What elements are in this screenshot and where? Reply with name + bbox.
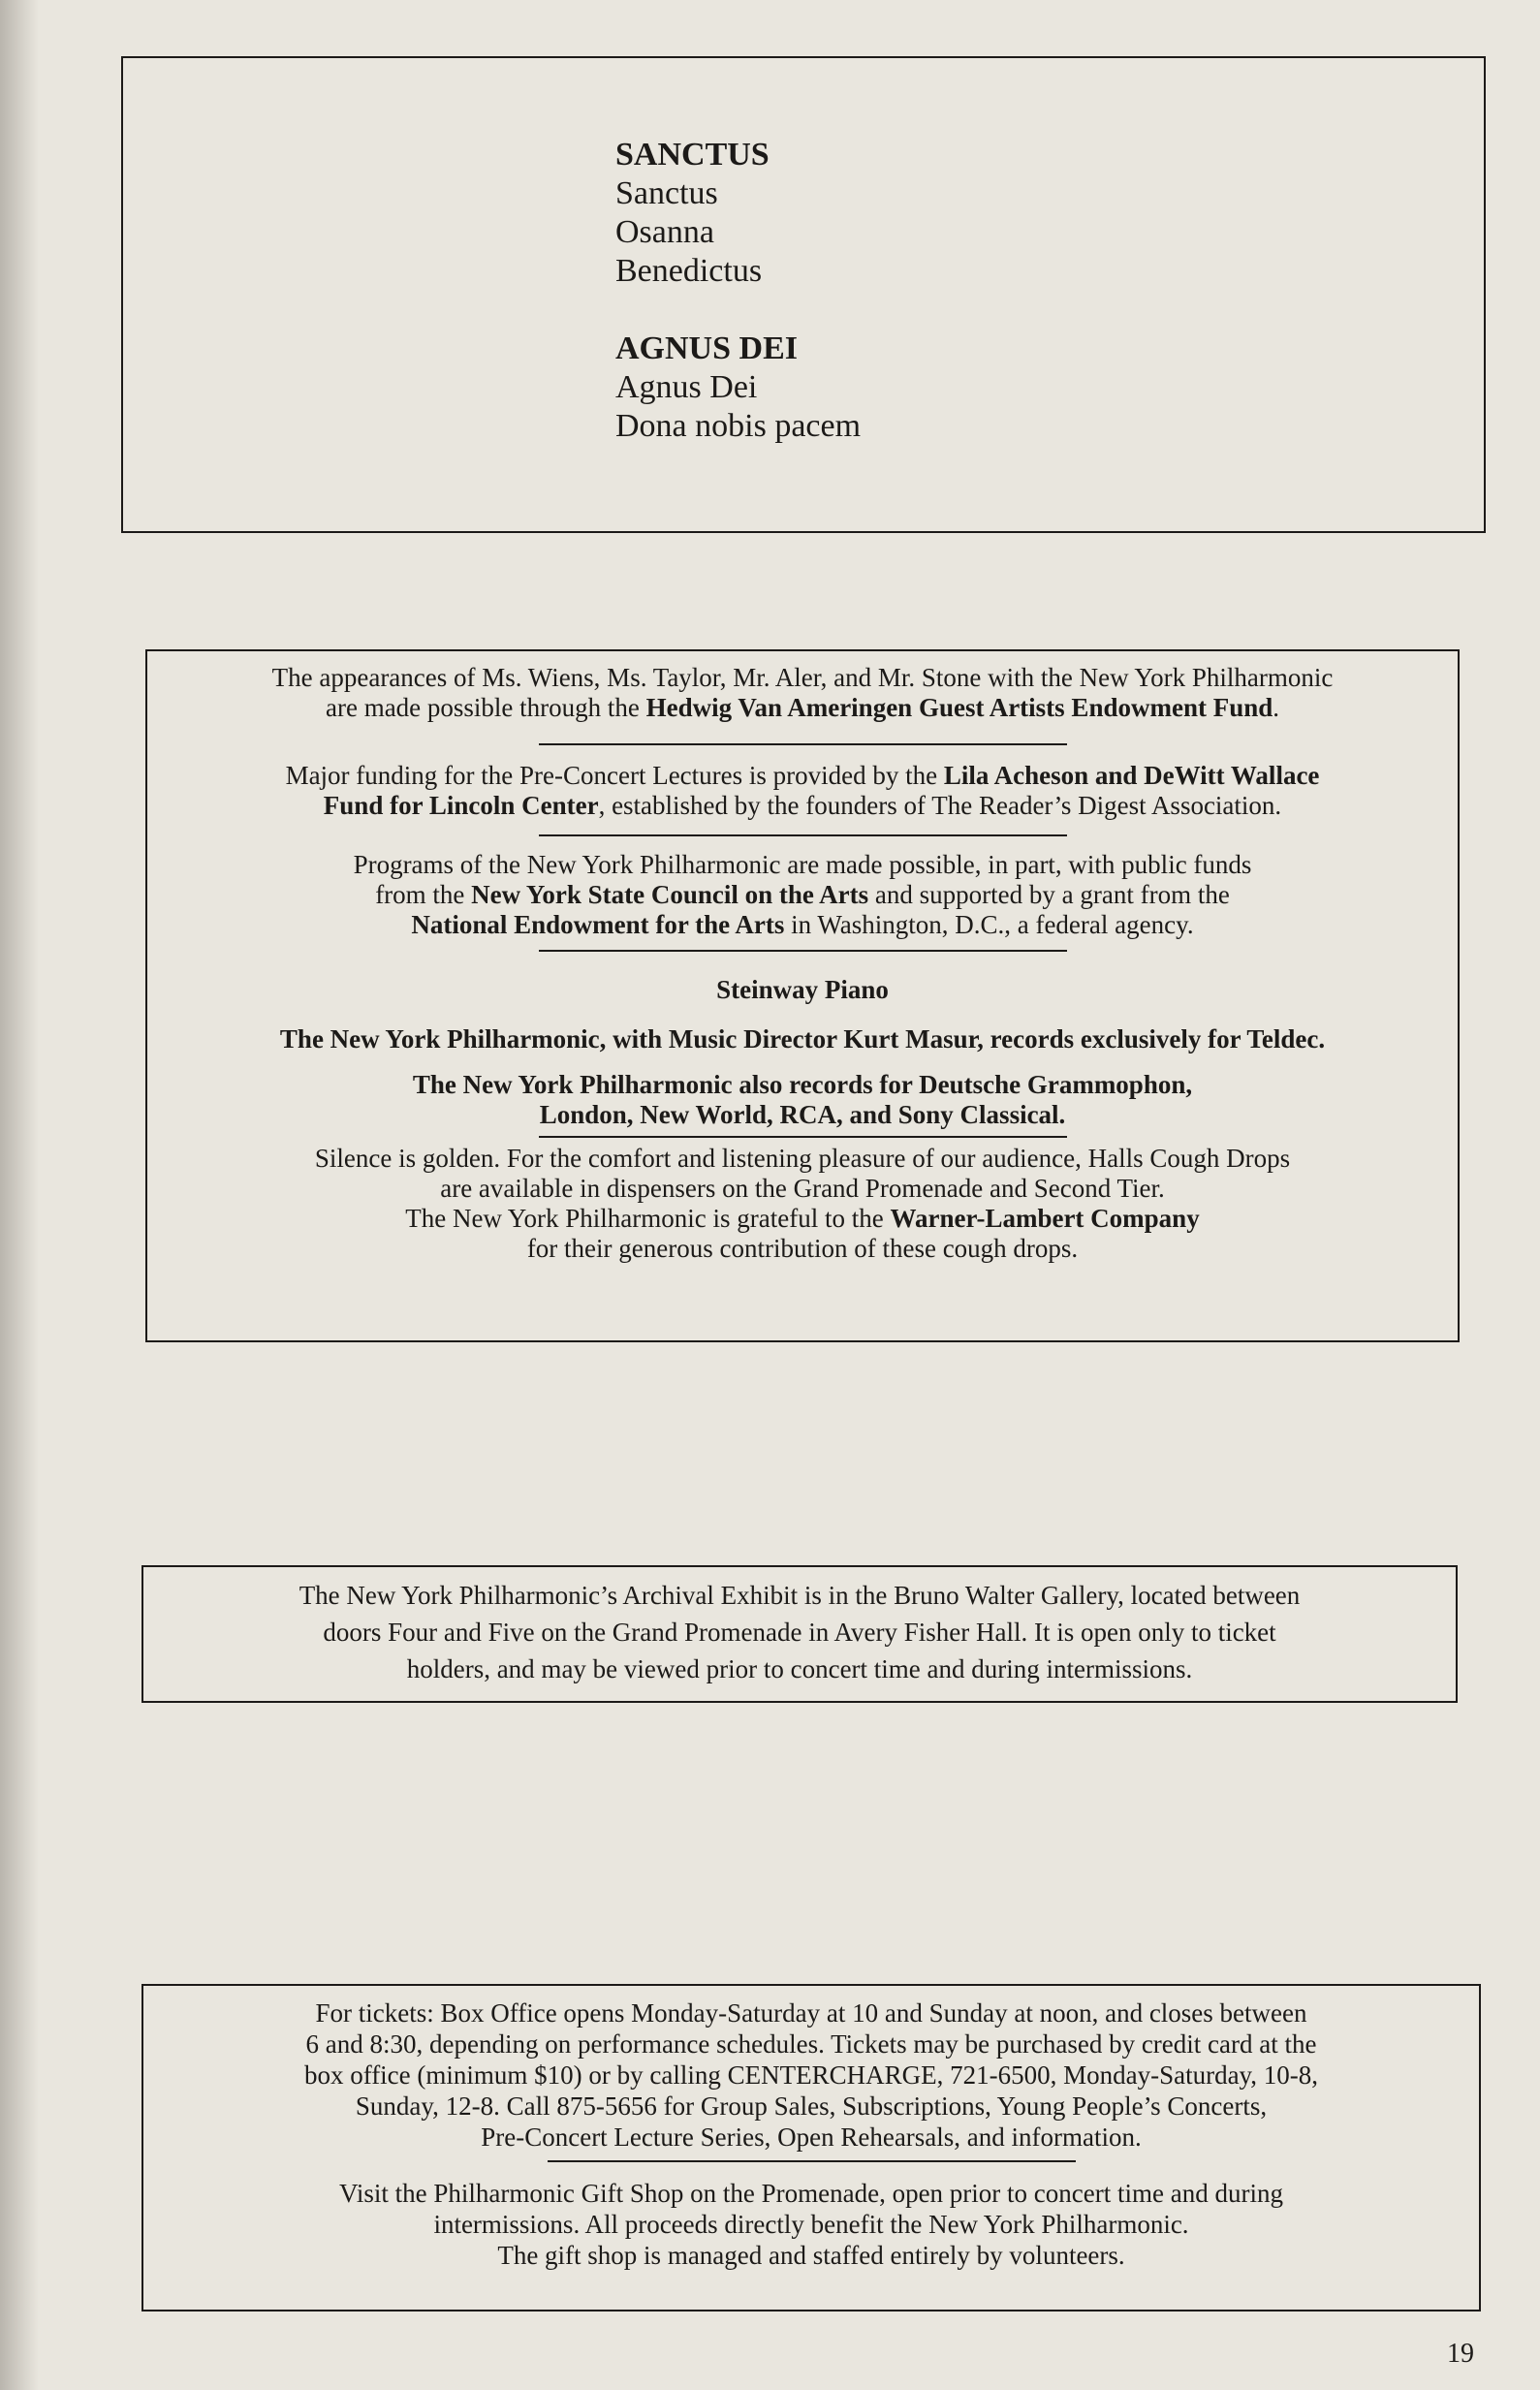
text: The New York Philharmonic also records for Deutsche Grammophon, — [412, 1070, 1193, 1099]
steinway-note — [147, 975, 1458, 1005]
guest-artists-line-2 — [147, 693, 1458, 723]
teldec-note — [147, 1024, 1458, 1054]
mass-movements-list — [615, 136, 861, 446]
tickets-box — [141, 1984, 1481, 2311]
gift-shop-line: Visit the Philharmonic Gift Shop on the Promenade, open prior to concert time and during — [339, 2179, 1283, 2208]
archive-line: The New York Philharmonic’s Archival Exhibit is in the Bruno Walter Gallery, located between — [299, 1581, 1301, 1610]
archival-exhibit-box — [141, 1565, 1458, 1703]
spacer — [615, 291, 861, 330]
mass-movements-box — [121, 56, 1486, 533]
cough-drops-line-2: are available in dispensers on the Grand Promenade and Second Tier. — [440, 1174, 1165, 1203]
agnus-dei-item: Agnus Dei — [615, 369, 758, 405]
lectures-line-2 — [147, 791, 1458, 821]
tickets-line: For tickets: Box Office opens Monday-Saturday at 10 and Sunday at noon, and closes between — [315, 1998, 1307, 2028]
gift-shop-line: The gift shop is managed and staffed entirely by volunteers. — [497, 2241, 1125, 2270]
agnus-dei-heading: AGNUS DEI — [615, 330, 798, 366]
text: and supported by a grant from the — [868, 880, 1230, 909]
record-labels-note — [147, 1070, 1458, 1130]
text: are made possible through the — [325, 693, 646, 722]
lectures-funding-note — [147, 761, 1458, 821]
record-labels-line-2 — [147, 1100, 1458, 1130]
endowment-name: National Endowment for the Arts — [411, 910, 785, 939]
credits-content — [147, 651, 1458, 1264]
gift-shop-line: intermissions. All proceeds directly benefit the New York Philharmonic. — [433, 2210, 1189, 2239]
text: . — [1273, 693, 1279, 722]
archival-exhibit-text — [173, 1577, 1427, 1687]
cough-drops-line-4: for their generous contribution of these cough drops. — [526, 1234, 1079, 1263]
page-number: 19 — [1447, 2339, 1474, 2369]
text: in Washington, D.C., a federal agency. — [784, 910, 1194, 939]
tickets-line: Pre-Concert Lecture Series, Open Rehearsals, and information. — [481, 2123, 1142, 2152]
cough-drops-line-3 — [147, 1204, 1458, 1234]
agnus-dei-item: Dona nobis pacem — [615, 408, 862, 444]
tickets-info — [163, 1997, 1460, 2153]
gift-shop-info — [163, 2178, 1460, 2271]
fund-name: Lila Acheson and DeWitt Wallace — [943, 761, 1320, 790]
fund-name: Hedwig Van Ameringen Guest Artists Endowment Fund — [645, 693, 1273, 722]
text: The New York Philharmonic is grateful to the — [405, 1204, 891, 1233]
credits-box — [145, 649, 1460, 1342]
archive-line: doors Four and Five on the Grand Promenade in Avery Fisher Hall. It is open only to ticket — [323, 1618, 1276, 1647]
guest-artists-note — [147, 663, 1458, 723]
page-edge-shadow — [0, 0, 39, 2390]
record-labels-line-1 — [147, 1070, 1458, 1100]
tickets-content — [163, 1997, 1460, 2271]
cough-drops-note — [147, 1144, 1458, 1264]
guest-artists-line-1: The appearances of Ms. Wiens, Ms. Taylor, Mr. Aler, and Mr. Stone with the New York Philharmonic — [271, 663, 1334, 692]
text: London, New World, RCA, and Sony Classical. — [539, 1100, 1066, 1129]
sanctus-item: Osanna — [615, 214, 714, 250]
tickets-line: Sunday, 12-8. Call 875-5656 for Group Sales, Subscriptions, Young People’s Concerts, — [355, 2091, 1268, 2121]
public-funds-line-1: Programs of the New York Philharmonic are made possible, in part, with public funds — [353, 850, 1252, 879]
fund-name: Fund for Lincoln Center — [323, 791, 599, 820]
text: , established by the founders of The Reader’s Digest Association. — [598, 791, 1282, 820]
company-name: Warner-Lambert Company — [890, 1204, 1200, 1233]
tickets-line: box office (minimum $10) or by calling CENTERCHARGE, 721-6500, Monday-Saturday, 10-8, — [303, 2060, 1319, 2090]
text: from the — [375, 880, 472, 909]
lectures-line-1 — [147, 761, 1458, 791]
tickets-line: 6 and 8:30, depending on performance schedules. Tickets may be purchased by credit card at the — [305, 2029, 1317, 2059]
public-funds-note — [147, 850, 1458, 940]
sanctus-item: Sanctus — [615, 175, 718, 211]
sanctus-item: Benedictus — [615, 253, 763, 289]
public-funds-line-2 — [147, 880, 1458, 910]
teldec-text: The New York Philharmonic, with Music Director Kurt Masur, records exclusively for Teldec. — [279, 1024, 1326, 1053]
text: Major funding for the Pre-Concert Lectures is provided by the — [285, 761, 944, 790]
steinway-text: Steinway Piano — [716, 975, 889, 1004]
cough-drops-line-1: Silence is golden. For the comfort and listening pleasure of our audience, Halls Cough Drops — [314, 1144, 1291, 1173]
council-name: New York State Council on the Arts — [471, 880, 869, 909]
archive-line: holders, and may be viewed prior to concert time and during intermissions. — [406, 1654, 1193, 1683]
sanctus-heading: SANCTUS — [615, 137, 770, 173]
public-funds-line-3 — [147, 910, 1458, 940]
